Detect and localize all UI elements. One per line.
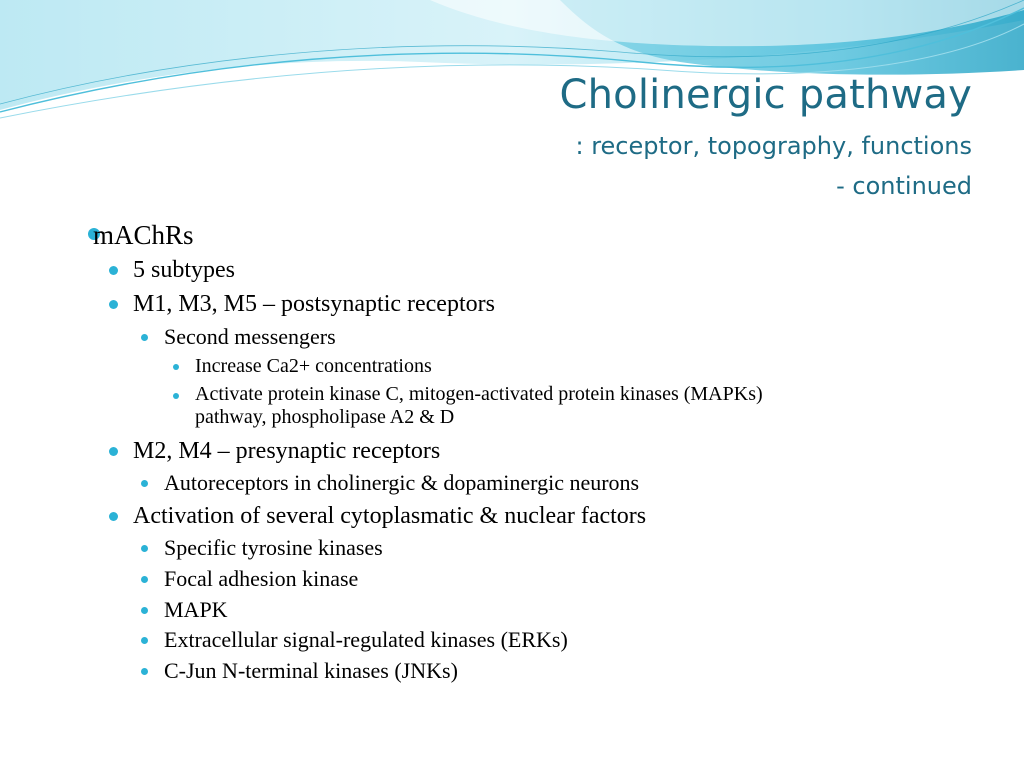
bullet-dot-icon bbox=[173, 393, 179, 399]
bullet-mapk: MAPK bbox=[164, 597, 228, 622]
bullet-m24: M2, M4 – presynaptic receptors bbox=[133, 438, 441, 464]
bullet-autoreceptors: Autoreceptors in cholinergic & dopaminergic neurons bbox=[164, 470, 640, 495]
bullet-dot-icon bbox=[141, 334, 148, 341]
bullet-increase-ca: Increase Ca2+ concentrations bbox=[195, 355, 432, 377]
bullet-dot-icon bbox=[109, 447, 118, 456]
bullet-dot-icon bbox=[109, 512, 118, 521]
bullet-dot-icon bbox=[141, 576, 148, 583]
bullet-activate-pkc-line2: pathway, phospholipase A2 & D bbox=[195, 406, 455, 428]
bullet-activate-pkc-line1: Activate protein kinase C, mitogen-activated protein kinases (MAPKs) bbox=[195, 383, 763, 405]
bullet-dot-icon bbox=[109, 300, 118, 309]
bullet-tyrosine: Specific tyrosine kinases bbox=[164, 535, 383, 560]
bullet-jnks: C-Jun N-terminal kinases (JNKs) bbox=[164, 658, 458, 683]
bullet-dot-icon bbox=[141, 637, 148, 644]
bullet-machrs: mAChRs bbox=[93, 220, 194, 250]
bullet-erks: Extracellular signal-regulated kinases (ERKs) bbox=[164, 627, 568, 652]
bullet-dot-icon bbox=[141, 480, 148, 487]
bullet-activate-pkc bbox=[195, 383, 955, 429]
bullet-subtypes: 5 subtypes bbox=[133, 257, 235, 283]
bullet-dot-icon bbox=[141, 668, 148, 675]
bullet-dot-icon bbox=[141, 545, 148, 552]
slide-subtitle-continued: - continued bbox=[836, 172, 972, 200]
bullet-dot-icon bbox=[173, 364, 179, 370]
bullet-second-messengers: Second messengers bbox=[164, 324, 336, 349]
bullet-activation: Activation of several cytoplasmatic & nuclear factors bbox=[133, 503, 647, 529]
bullet-dot-icon bbox=[109, 266, 118, 275]
slide-subtitle: : receptor, topography, functions bbox=[575, 132, 972, 160]
bullet-focal: Focal adhesion kinase bbox=[164, 566, 359, 591]
bullet-dot-icon bbox=[141, 607, 148, 614]
bullet-m135: M1, M3, M5 – postsynaptic receptors bbox=[133, 291, 495, 317]
slide-title: Cholinergic pathway bbox=[559, 72, 972, 118]
